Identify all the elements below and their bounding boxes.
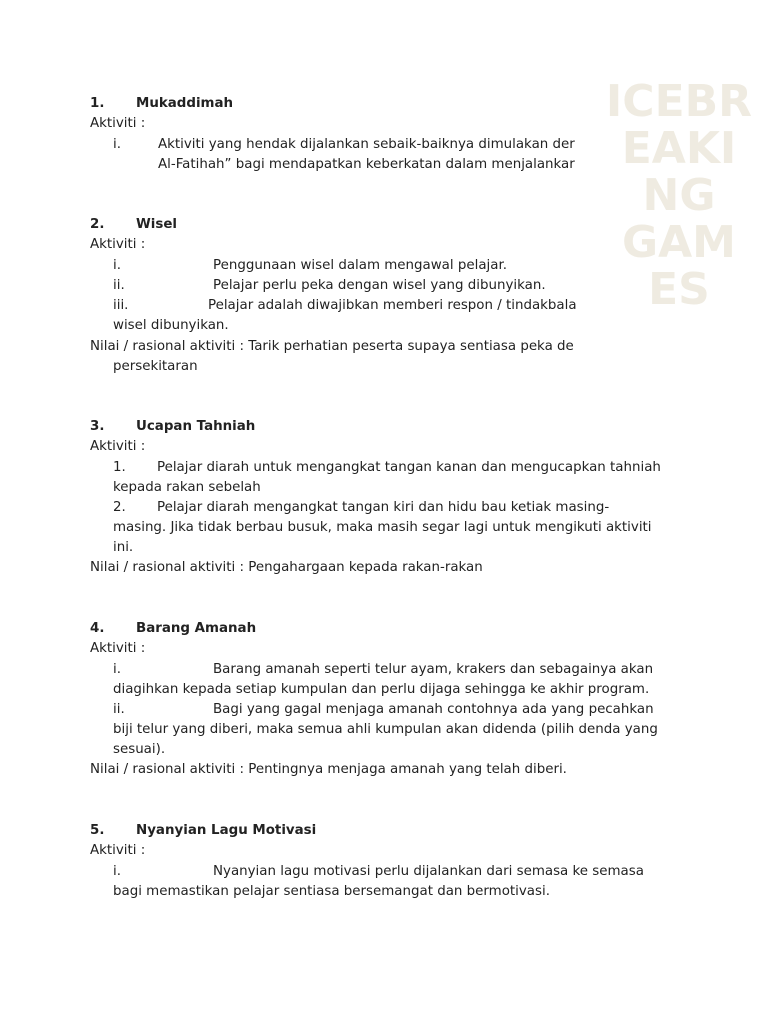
section-5-title: Nyanyian Lagu Motivasi — [136, 823, 317, 838]
section-5-aktiviti-label: Aktiviti : — [90, 843, 146, 858]
section-4-aktiviti-label: Aktiviti : — [90, 641, 146, 656]
section-1-title: Mukaddimah — [136, 96, 234, 111]
section-4-heading — [90, 619, 256, 639]
section-5-item-i-line-2: bagi memastikan pelajar sentiasa bersemangat dan bermotivasi. — [113, 884, 550, 899]
watermark-line: NG — [642, 170, 716, 221]
section-3-nilai: Nilai / rasional aktiviti : Pengahargaan kepada rakan-rakan — [90, 560, 483, 575]
section-3-heading — [90, 417, 255, 437]
section-2-number: 2. — [90, 217, 105, 232]
watermark-line: ICEBR — [605, 78, 753, 127]
watermark-line: GAM — [622, 217, 736, 268]
section-1-number: 1. — [90, 96, 105, 111]
section-4-item-ii-line-1: Bagi yang gagal menjaga amanah contohnya ada yang pecahkan — [213, 702, 654, 717]
section-5-item-i-line-1: Nyanyian lagu motivasi perlu dijalankan dari semasa ke semasa — [213, 864, 644, 879]
section-4-item-i-line-2: diagihkan kepada setiap kumpulan dan perlu dijaga sehingga ke akhir program. — [113, 682, 650, 697]
section-1-item-i-marker: i. — [113, 137, 121, 152]
section-3-title: Ucapan Tahniah — [136, 419, 256, 434]
section-2-item-iii-text: Pelajar adalah diwajibkan memberi respon / tindakbala — [208, 298, 577, 313]
section-1-item-i-line-1: Aktiviti yang hendak dijalankan sebaik-baiknya dimulakan der — [158, 137, 575, 152]
section-4-item-ii-marker: ii. — [113, 702, 125, 717]
section-3-item-1-line-2: kepada rakan sebelah — [113, 480, 261, 495]
section-3-item-2-line-1: Pelajar diarah mengangkat tangan kiri dan hidu bau ketiak masing- — [157, 500, 610, 515]
section-4-item-i-line-1: Barang amanah seperti telur ayam, krakers dan sebagainya akan — [213, 662, 654, 677]
section-4-item-i-marker: i. — [113, 662, 121, 677]
section-1-aktiviti-label: Aktiviti : — [90, 116, 146, 131]
section-5-heading — [90, 821, 316, 841]
section-2-item-i-text: Penggunaan wisel dalam mengawal pelajar. — [213, 258, 507, 273]
section-3-item-1-line-1: Pelajar diarah untuk mengangkat tangan kanan dan mengucapkan tahniah — [157, 460, 661, 475]
section-3-aktiviti-label: Aktiviti : — [90, 439, 146, 454]
section-4-item-ii-line-2: biji telur yang diberi, maka semua ahli kumpulan akan didenda (pilih denda yang — [113, 722, 658, 737]
section-2-title: Wisel — [136, 217, 178, 232]
section-2-heading — [90, 215, 177, 235]
section-4-title: Barang Amanah — [136, 621, 257, 636]
section-2-item-ii-text: Pelajar perlu peka dengan wisel yang dibunyikan. — [213, 278, 546, 293]
section-4-number: 4. — [90, 621, 105, 636]
section-1-item-i-line-2: Al-Fatihah” bagi mendapatkan keberkatan dalam menjalankar — [158, 157, 575, 172]
section-2-nilai: Nilai / rasional aktiviti : Tarik perhatian peserta supaya sentiasa peka de — [90, 339, 574, 354]
section-3-number: 3. — [90, 419, 105, 434]
section-4-nilai: Nilai / rasional aktiviti : Pentingnya menjaga amanah yang telah diberi. — [90, 762, 567, 777]
section-2-item-iii-continuation: wisel dibunyikan. — [113, 318, 229, 333]
section-3-item-2-marker: 2. — [113, 500, 126, 515]
section-5-number: 5. — [90, 823, 105, 838]
watermark-line: EAKI — [621, 123, 737, 174]
icebreaking-games-watermark — [590, 78, 768, 346]
section-2-item-ii-marker: ii. — [113, 278, 125, 293]
section-3-item-2-line-2: masing. Jika tidak berbau busuk, maka masih segar lagi untuk mengikuti aktiviti — [113, 520, 652, 535]
section-5-item-i-marker: i. — [113, 864, 121, 879]
watermark-line: ES — [648, 264, 710, 315]
section-2-item-i-marker: i. — [113, 258, 121, 273]
section-4-item-ii-line-3: sesuai). — [113, 742, 166, 757]
section-1-heading — [90, 94, 233, 114]
section-2-item-iii-marker: iii. — [113, 298, 129, 313]
section-3-item-1-marker: 1. — [113, 460, 126, 475]
section-2-aktiviti-label: Aktiviti : — [90, 237, 146, 252]
section-2-nilai-continuation: persekitaran — [113, 359, 198, 374]
section-3-item-2-line-3: ini. — [113, 540, 134, 555]
